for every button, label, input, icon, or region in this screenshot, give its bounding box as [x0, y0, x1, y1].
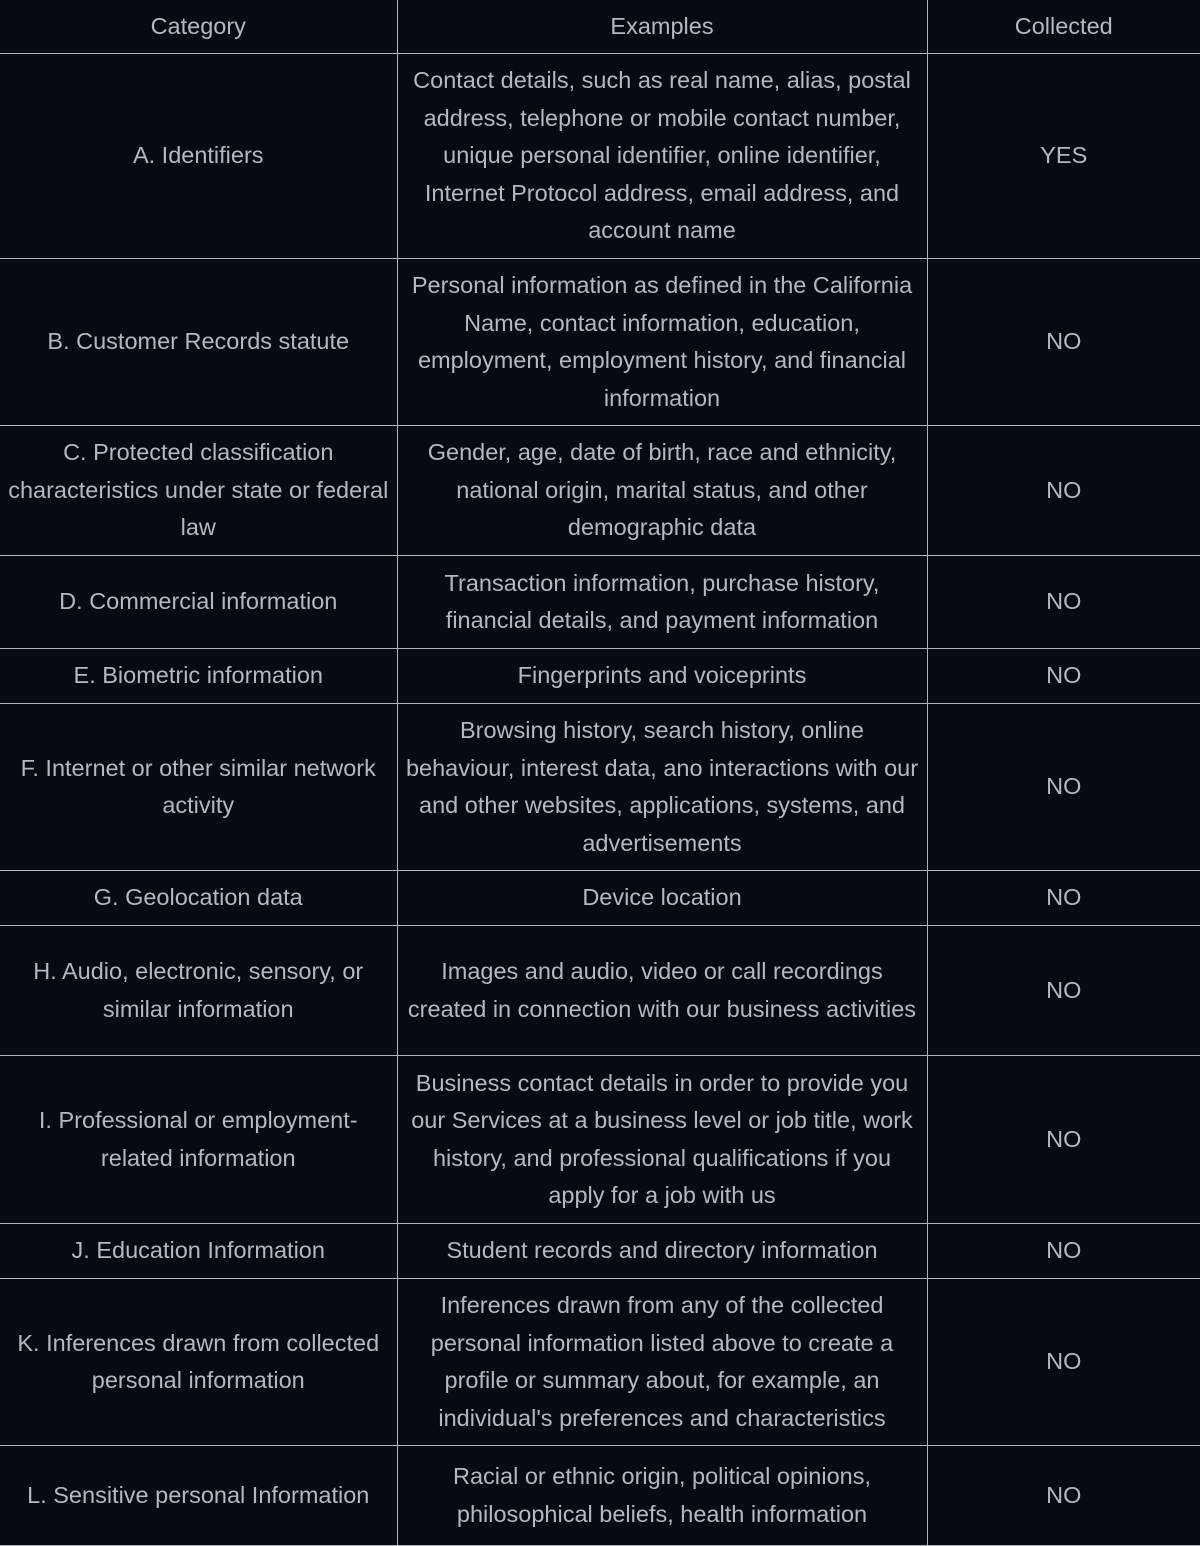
- table-row: [0, 1056, 1200, 1224]
- table-row: [0, 556, 1200, 649]
- collected-cell: NO: [927, 259, 1200, 426]
- examples-cell: Browsing history, search history, online behaviour, interest data, ano interactions with our and other websites, applications, systems, and advertisements: [397, 704, 927, 871]
- category-cell: F. Internet or other similar network activity: [0, 704, 397, 871]
- category-cell: I. Professional or employment-related information: [0, 1056, 397, 1224]
- table-row: [0, 926, 1200, 1056]
- collected-cell: NO: [927, 426, 1200, 556]
- collected-cell: NO: [927, 1446, 1200, 1546]
- table-row: [0, 649, 1200, 704]
- examples-cell: Business contact details in order to provide you our Services at a business level or job title, work history, and professional qualifications if you apply for a job with us: [397, 1056, 927, 1224]
- examples-cell: Transaction information, purchase history, financial details, and payment information: [397, 556, 927, 649]
- category-cell: D. Commercial information: [0, 556, 397, 649]
- category-cell: H. Audio, electronic, sensory, or similar information: [0, 926, 397, 1056]
- collected-cell: NO: [927, 704, 1200, 871]
- collected-cell: NO: [927, 871, 1200, 926]
- category-cell: L. Sensitive personal Information: [0, 1446, 397, 1546]
- header-category: Category: [0, 0, 397, 54]
- examples-cell: Racial or ethnic origin, political opinions, philosophical beliefs, health information: [397, 1446, 927, 1546]
- header-examples: Examples: [397, 0, 927, 54]
- category-cell: E. Biometric information: [0, 649, 397, 704]
- collected-cell: NO: [927, 649, 1200, 704]
- examples-cell: Device location: [397, 871, 927, 926]
- header-collected: Collected: [927, 0, 1200, 54]
- collected-cell: NO: [927, 556, 1200, 649]
- header-row: [0, 0, 1200, 54]
- examples-cell: Inferences drawn from any of the collected personal information listed above to create a profile or summary about, for example, an individual's preferences and characteristics: [397, 1279, 927, 1446]
- category-cell: J. Education Information: [0, 1224, 397, 1279]
- collected-cell: NO: [927, 1224, 1200, 1279]
- collected-cell: NO: [927, 926, 1200, 1056]
- examples-cell: Images and audio, video or call recordings created in connection with our business activities: [397, 926, 927, 1056]
- collected-cell: NO: [927, 1279, 1200, 1446]
- examples-cell: Student records and directory information: [397, 1224, 927, 1279]
- examples-cell: Contact details, such as real name, alias, postal address, telephone or mobile contact number, unique personal identifier, online identifier, Internet Protocol address, email address, and account name: [397, 54, 927, 259]
- table-row: [0, 704, 1200, 871]
- category-cell: C. Protected classification characteristics under state or federal law: [0, 426, 397, 556]
- table-row: [0, 871, 1200, 926]
- table-row: [0, 426, 1200, 556]
- table-row: [0, 1446, 1200, 1546]
- category-cell: K. Inferences drawn from collected personal information: [0, 1279, 397, 1446]
- category-cell: B. Customer Records statute: [0, 259, 397, 426]
- examples-cell: Fingerprints and voiceprints: [397, 649, 927, 704]
- table-row: [0, 259, 1200, 426]
- collected-cell: NO: [927, 1056, 1200, 1224]
- examples-cell: Gender, age, date of birth, race and ethnicity, national origin, marital status, and other demographic data: [397, 426, 927, 556]
- examples-cell: Personal information as defined in the California Name, contact information, education, employment, employment history, and financial information: [397, 259, 927, 426]
- collected-cell: YES: [927, 54, 1200, 259]
- table-row: [0, 1224, 1200, 1279]
- category-cell: G. Geolocation data: [0, 871, 397, 926]
- table-row: [0, 1279, 1200, 1446]
- category-cell: A. Identifiers: [0, 54, 397, 259]
- table-row: [0, 54, 1200, 259]
